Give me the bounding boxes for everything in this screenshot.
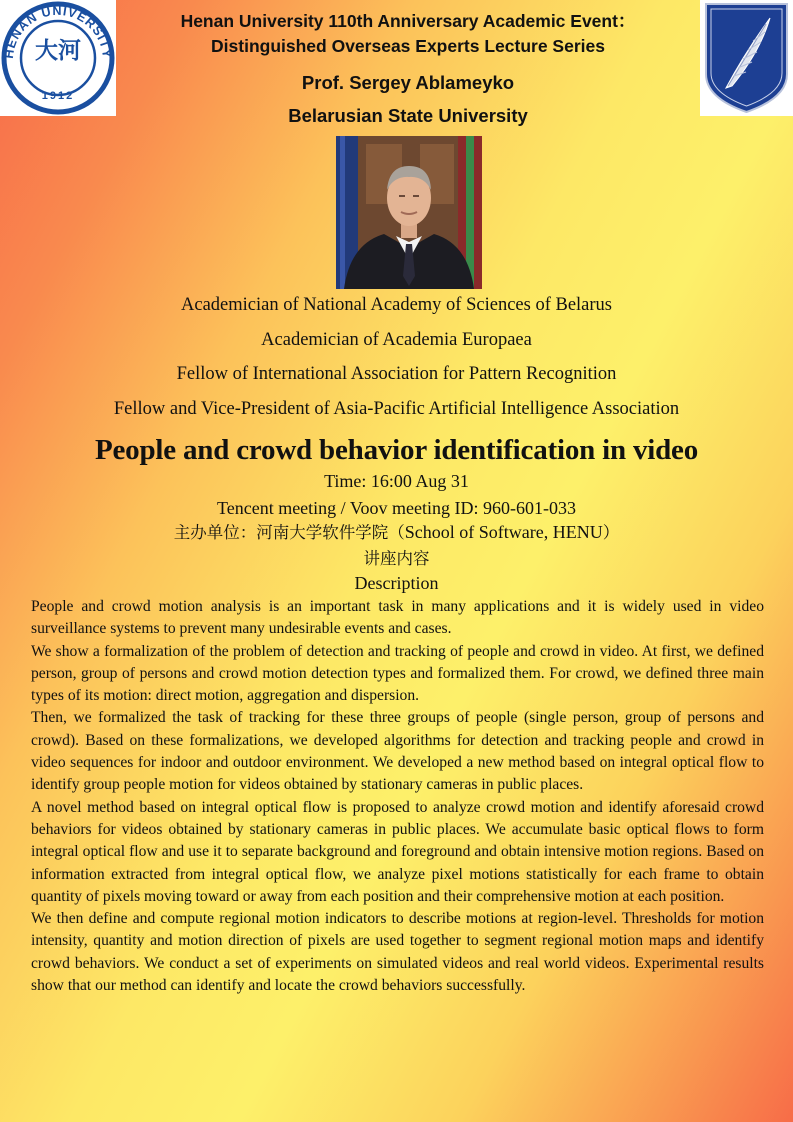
organizer xyxy=(0,520,793,545)
talk-title: People and crowd behavior identification in video xyxy=(95,434,698,466)
speaker-affiliation: Belarusian State University xyxy=(288,105,528,126)
logo-glyph: 大河 xyxy=(35,37,81,64)
speaker-name: Prof. Sergey Ablameyko xyxy=(301,72,515,93)
speaker-photo xyxy=(336,136,482,289)
description-body xyxy=(31,596,764,997)
section-title-en: Description xyxy=(354,573,439,593)
section-title-cn: 讲座内容 xyxy=(363,549,430,568)
meeting-id: Tencent meeting / Voov meeting ID: 960-601-033 xyxy=(216,498,576,518)
credential-1: Academician of National Academy of Sciences of Belarus xyxy=(181,295,612,315)
organizer-close: ） xyxy=(602,523,620,542)
credential-2: Academician of Academia Europaea xyxy=(261,330,532,350)
logo-year: 1912 xyxy=(41,90,75,102)
description-paragraph-4: A novel method based on integral optical flow is proposed to analyze crowd motion and identify aforesaid crowd behaviors for videos obtained by stationary cameras in public places. We accumulate basic optical flows to form integral optical flow and use it to separate background and foreground and obtain intensive motion regions. Based on information extracted from integral optical flow, we analyze pixel motions statistically for each frame to obtain quantity of pixels moving toward or away from each position and their comprehensive motion at each position. xyxy=(31,798,764,905)
talk-time: Time: 16:00 Aug 31 xyxy=(324,471,469,491)
organizer-en: School of Software, HENU xyxy=(404,522,603,542)
belarusian-state-university-logo xyxy=(700,0,793,116)
logo-university-text: HENAN UNIVERSITY xyxy=(1,3,115,60)
description-paragraph-2: We show a formalization of the problem of detection and tracking of people and crowd in video. At first, we defined person, group of persons and crowd motion detection types and formalized them. For crowd, we defined three main types of its motion: direct motion, aggregation and dispersion. xyxy=(31,642,764,705)
event-title-line1: Henan University 110th Anniversary Academic Event： xyxy=(180,11,636,31)
description-paragraph-3: Then, we formalized the task of tracking for these three groups of people (single person, group of persons and crowd). Based on these formalizations, we developed algorithms for detection and tracking people and crowd in video sequences for indoor and outdoor environment. We developed a new method based on integral optical flow to identify group people motion for videos obtained by stationary cameras in public places. xyxy=(31,709,764,794)
credential-3: Fellow of International Association for Pattern Recognition xyxy=(176,364,617,384)
credential-4: Fellow and Vice-President of Asia-Pacific Artificial Intelligence Association xyxy=(113,399,680,419)
description-paragraph-5: We then define and compute regional motion indicators to describe motions at region-level. Thresholds for motion intensity, quantity and motion direction of pixels are used together to segment regional motion maps and identify crowd behaviors. We conduct a set of experiments on simulated videos and real world videos. Experimental results show that our method can identify and locate the crowd behaviors successfully. xyxy=(31,910,764,995)
organizer-cn: 主办单位：河南大学软件学院（ xyxy=(173,523,405,542)
description-paragraph-1: People and crowd motion analysis is an important task in many applications and it is widely used in video surveillance systems to prevent many undesirable events and cases. xyxy=(31,598,764,638)
event-title-line2: Distinguished Overseas Experts Lecture Series xyxy=(211,36,605,56)
henan-university-logo xyxy=(0,0,116,116)
